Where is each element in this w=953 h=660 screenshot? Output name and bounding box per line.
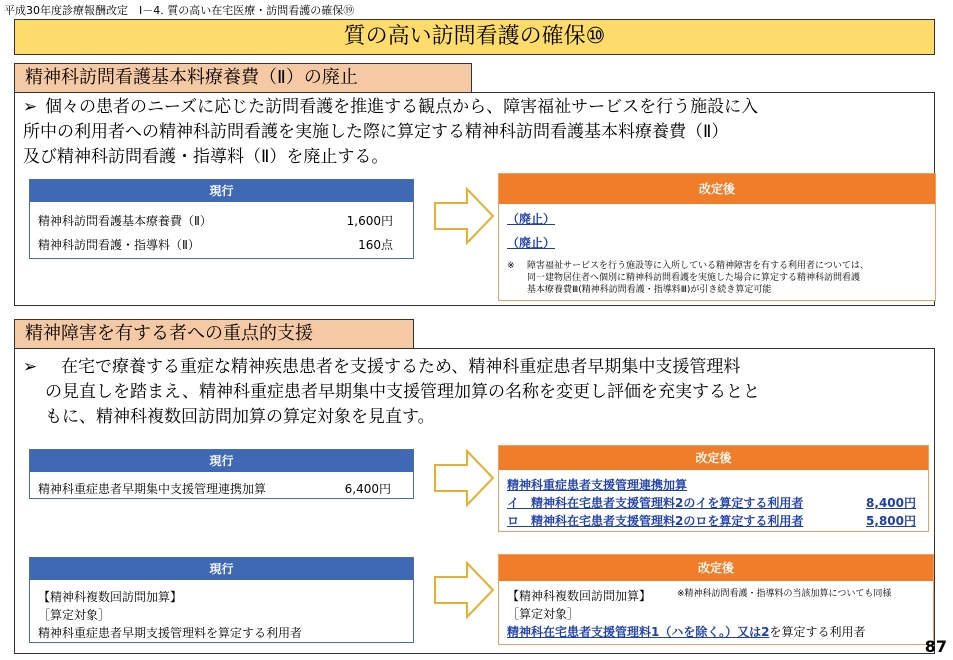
- page-number: 87: [924, 637, 947, 656]
- target-label: ［算定対象］: [38, 608, 111, 622]
- bullet-line: の見直しを踏まえ、精神科重症患者早期集中支援管理加算の名称を変更し評価を充実するとと: [45, 382, 761, 402]
- target-link: 精神科在宅患者支援管理料1（ハを除く。）又は2: [507, 625, 770, 639]
- current-box: [29, 449, 414, 499]
- target-value: [507, 623, 865, 640]
- fee-label: イ 精神科在宅患者支援管理料2のイを算定する利用者: [507, 496, 804, 510]
- bullet-line: 所中の利用者への精神科訪問看護を実施した際に算定する精神科訪問看護基本料療養費（Ⅱ）: [23, 122, 729, 142]
- revised-header: 改定後: [499, 174, 935, 204]
- fee-value: 160点: [358, 238, 393, 252]
- fee-value: 8,400円: [866, 496, 916, 510]
- section1-panel: [14, 92, 935, 306]
- note-line: 同一建物居住者へ個別に精神科訪問看護を実施した場合に算定する精神科訪問看護: [527, 273, 861, 283]
- section2-heading: 精神障害を有する者への重点的支援: [14, 319, 414, 349]
- fee-label: 精神科重症患者早期集中支援管理連携加算: [38, 482, 267, 496]
- revised-header: 改定後: [499, 446, 928, 470]
- bullet-line: もに、精神科複数回訪問加算の算定対象を見直す。: [45, 407, 435, 427]
- revised-header: 改定後: [499, 555, 933, 581]
- current-box: [29, 179, 414, 259]
- fee-value: 1,600円: [346, 214, 393, 228]
- target-value: 精神科重症患者早期支援管理料を算定する利用者: [38, 626, 303, 640]
- fee-label: ロ 精神科在宅患者支援管理料2のロを算定する利用者: [507, 514, 804, 528]
- abolished-link: （廃止）: [507, 236, 556, 250]
- target-label: ［算定対象］: [507, 607, 580, 621]
- note-mark: ※: [507, 261, 515, 271]
- revised-box: [498, 445, 929, 532]
- bullet-line: 及び精神科訪問看護・指導料（Ⅱ）を廃止する。: [23, 147, 389, 167]
- section2-panel: [14, 348, 935, 654]
- bullet-arrow-icon: ➢: [23, 97, 38, 117]
- fee-value: 5,800円: [866, 514, 916, 528]
- bullet-line: 個々の患者のニーズに応じた訪問看護を推進する観点から、障害福祉サービスを行う施設に入: [45, 97, 759, 117]
- fee-value: 6,400円: [344, 482, 391, 496]
- right-arrow-icon: [433, 449, 495, 507]
- section2-bullet: [21, 355, 926, 430]
- section1-bullet: [21, 95, 926, 170]
- current-header: 現行: [30, 450, 413, 472]
- page-title: 質の高い訪問看護の確保⑩: [14, 19, 935, 55]
- target-suffix: を算定する利用者: [769, 625, 866, 639]
- right-arrow-icon: [433, 187, 495, 245]
- revised-box: [498, 173, 936, 301]
- section1-heading: 精神科訪問看護基本料療養費（Ⅱ）の廃止: [14, 63, 472, 93]
- revised-addition-title: 精神科重症患者支援管理連携加算: [507, 478, 688, 492]
- bullet-arrow-icon: ➢: [23, 357, 38, 377]
- revised-box: [498, 554, 934, 645]
- bullet-line: 在宅で療養する重症な精神疾患患者を支援するため、精神科重症患者早期集中支援管理料: [61, 357, 741, 377]
- fee-label: 精神科訪問看護・指導料（Ⅱ）: [38, 238, 200, 252]
- right-arrow-icon: [433, 561, 495, 619]
- note-line: 基本療養費Ⅲ(精神科訪問看護・指導料Ⅲ)が引き続き算定可能: [527, 285, 772, 295]
- side-note: ※精神科訪問看護・指導料の当該加算についても同様: [677, 589, 892, 599]
- current-box: [29, 557, 414, 643]
- addition-name: 【精神科複数回訪問加算】: [38, 590, 183, 604]
- note-line: 障害福祉サービスを行う施設等に入所している精神障害を有する利用者については、: [527, 261, 869, 271]
- breadcrumb: 平成30年度診療報酬改定 Ⅰ－4. 質の高い在宅医療・訪問看護の確保⑲: [4, 4, 355, 17]
- current-header: 現行: [30, 558, 413, 580]
- abolished-link: （廃止）: [507, 212, 556, 226]
- current-header: 現行: [30, 180, 413, 202]
- addition-name: 【精神科複数回訪問加算】: [507, 589, 652, 603]
- fee-label: 精神科訪問看護基本療養費（Ⅱ）: [38, 214, 212, 228]
